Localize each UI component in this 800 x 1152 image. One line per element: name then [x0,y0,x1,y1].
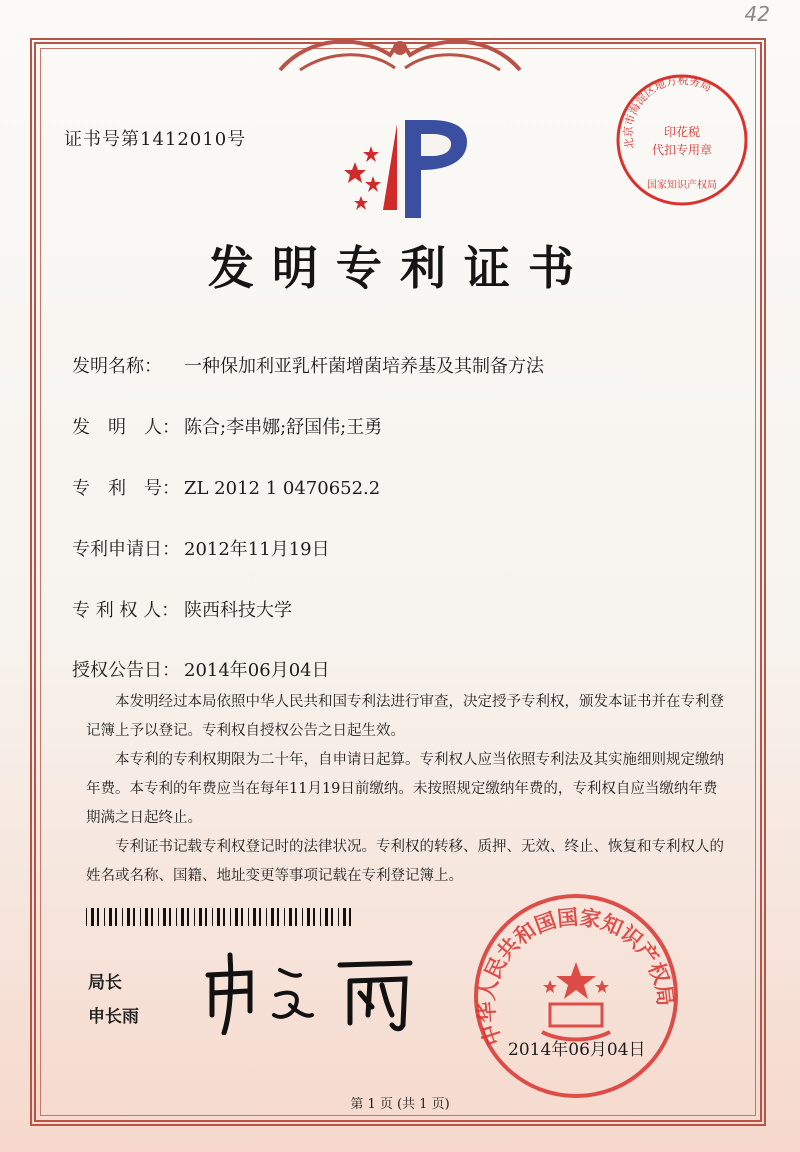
barcode-bar [241,908,243,926]
tax-stamp-seal [612,70,752,210]
field-label: 授权公告日： [72,660,180,681]
barcode-bar [187,908,189,926]
barcode-bar [295,908,297,926]
svg-text:北京市海淀区地方税务局: 北京市海淀区地方税务局 [621,73,714,150]
body-paragraph: 专利证书记载专利权登记时的法律状况。专利权的转移、质押、无效、终止、恢复和专利权人的姓名或名称、国籍、地址变更等事项记载在专利登记簿上。 [86,839,724,884]
director-role: 局长 [88,973,122,993]
barcode-bar [302,908,303,926]
barcode-bar [163,908,166,926]
svg-text:国家知识产权局: 国家知识产权局 [647,180,717,191]
field-inventors [72,413,382,439]
field-grant-date [72,656,330,682]
field-value: 2012年11月19日 [184,539,330,560]
barcode-bar [284,908,285,926]
certificate-number: 证书号第1412010号 [64,129,247,150]
barcode-bar [115,908,117,926]
field-value: 一种保加利亚乳杆菌增菌培养基及其制备方法 [184,356,544,377]
barcode-bar [331,908,333,926]
svg-text:中华人民共和国国家知识产权局: 中华人民共和国国家知识产权局 [474,905,678,1049]
field-label: 专 利 号： [72,478,180,499]
barcode-bar [97,908,99,926]
barcode-bar [266,908,267,926]
barcode-bar [104,908,105,926]
field-invention-name [72,352,544,378]
border-ornament [270,30,530,80]
field-label: 发 明 人： [72,417,180,438]
barcode-bar [169,908,171,926]
barcode-bar [349,908,351,926]
director-name: 申长雨 [88,1007,139,1027]
field-value: 2014年06月04日 [184,660,330,681]
barcode-bar [217,908,220,926]
barcode-bar [194,908,195,926]
field-value: 陈合;李串娜;舒国伟;王勇 [184,417,383,438]
field-patentee [72,596,292,622]
barcode-bar [277,908,279,926]
field-value: ZL 2012 1 0470652.2 [184,478,381,499]
barcode-bar [109,908,112,926]
field-value: 陕西科技大学 [184,600,292,621]
barcode-bar [230,908,231,926]
barcode-bar [158,908,159,926]
barcode-bar [86,908,87,926]
field-label: 专利申请日： [72,539,180,560]
barcode-bar [325,908,328,926]
field-label: 发明名称： [72,356,162,377]
certificate-title: 发明专利证书 [208,241,592,295]
barcode-bar [205,908,207,926]
barcode-bar [320,908,321,926]
barcode-bar [181,908,184,926]
page-number: 第 1 页 (共 1 页) [350,1097,450,1112]
certificate-body [86,688,726,891]
field-patent-number [72,474,380,500]
patent-office-logo [335,110,475,230]
body-paragraph: 本专利的专利权期限为二十年，自申请日起算。专利权人应当依照专利法及其实施细则规定缴纳年费。本专利的年费应当在每年11月19日前缴纳。未按照规定缴纳年费的，专利权自应当缴纳年费期满之日起终止。 [86,752,724,826]
handwritten-note: 42 [744,2,770,26]
barcode-bar [253,908,256,926]
barcode-bar [248,908,249,926]
barcode-bar [259,908,261,926]
barcode-bar [122,908,123,926]
svg-text:印花税: 印花税 [663,125,701,139]
svg-text:代扣专用章: 代扣专用章 [651,143,713,157]
barcode-bar [140,908,141,926]
barcode-bar [235,908,238,926]
seal-date: 2014年06月04日 [508,1040,646,1060]
barcode-bar [127,908,130,926]
barcode-bar [338,908,339,926]
official-seal [472,892,680,1100]
barcode [86,908,358,926]
barcode-bar [145,908,148,926]
field-application-date [72,535,330,561]
barcode-bar [307,908,310,926]
barcode-bar [133,908,135,926]
barcode-bar [151,908,153,926]
barcode-bar [176,908,177,926]
barcode-bar [271,908,274,926]
barcode-bar [343,908,346,926]
field-label: 专 利 权 人： [72,600,180,621]
barcode-bar [223,908,225,926]
barcode-bar [313,908,315,926]
director-signature [200,945,430,1035]
barcode-bar [199,908,202,926]
barcode-bar [91,908,94,926]
body-paragraph: 本发明经过本局依照中华人民共和国专利法进行审查，决定授予专利权，颁发本证书并在专利登记簿上予以登记。专利权自授权公告之日起生效。 [86,694,724,739]
barcode-bar [289,908,292,926]
barcode-bar [212,908,213,926]
